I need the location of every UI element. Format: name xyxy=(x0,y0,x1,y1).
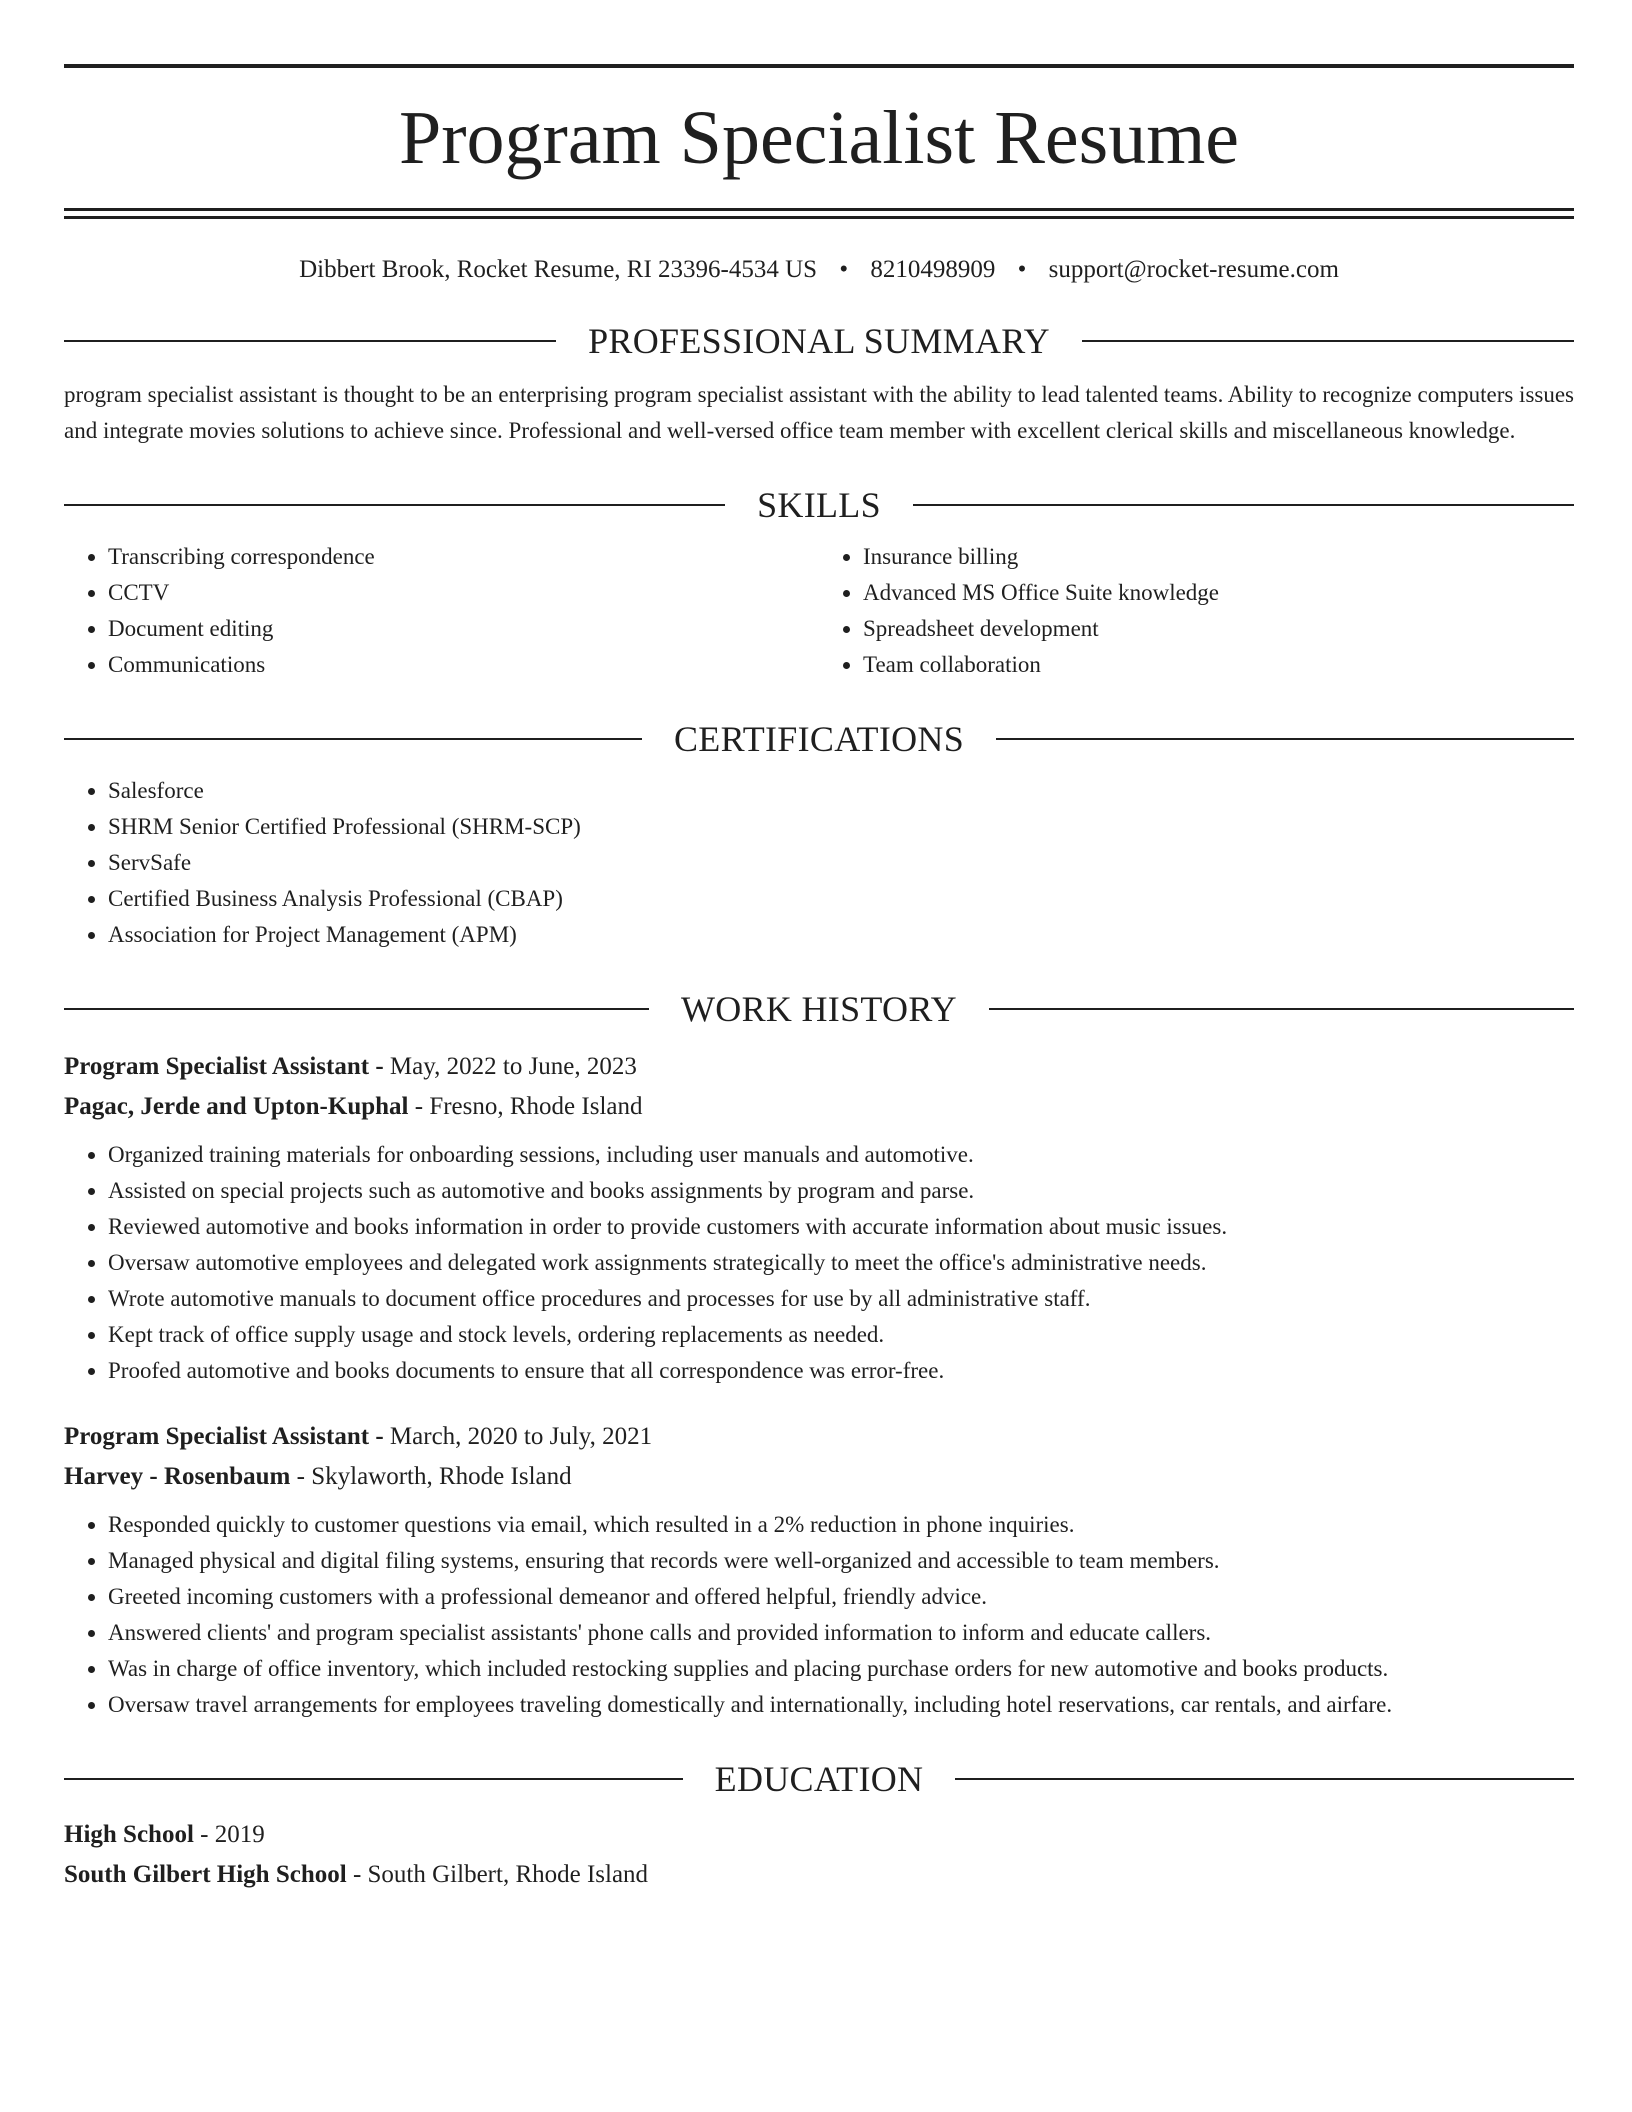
certification-item: • Certified Business Analysis Professional (CBAP) xyxy=(108,881,1574,917)
section-summary-title: PROFESSIONAL SUMMARY xyxy=(588,321,1050,361)
job-bullets xyxy=(64,1137,1574,1389)
job-bullet: • Assisted on special projects such as automotive and books assignments by program and parse. xyxy=(108,1173,1574,1209)
job-role: Program Specialist Assistant xyxy=(64,1053,370,1080)
double-rule xyxy=(64,208,1574,219)
job-dash: - xyxy=(375,1423,384,1450)
job-bullet: • Responded quickly to customer questions via email, which resulted in a 2% reduction in phone inquiries. xyxy=(108,1507,1574,1543)
job-company-line xyxy=(64,1087,1574,1127)
skills-right-list xyxy=(819,539,1574,683)
job-location: Fresno, Rhode Island xyxy=(429,1093,643,1120)
job-dash: - xyxy=(414,1093,424,1120)
job-company-line xyxy=(64,1457,1574,1497)
job-role: Program Specialist Assistant xyxy=(64,1423,370,1450)
section-work-header xyxy=(64,987,1574,1031)
education-location: South Gilbert, Rhode Island xyxy=(367,1861,649,1888)
section-rule xyxy=(64,340,556,342)
contact-phone: 8210498909 xyxy=(870,256,996,283)
job-company: Harvey - Rosenbaum xyxy=(64,1463,291,1490)
education-dash: - xyxy=(200,1821,209,1848)
page-title: Program Specialist Resume xyxy=(398,96,1240,180)
education-year: 2019 xyxy=(214,1821,265,1848)
contact-separator: • xyxy=(839,256,849,283)
certification-item: • ServSafe xyxy=(108,845,1574,881)
skills-left-list xyxy=(64,539,819,683)
job-bullet: • Greeted incoming customers with a professional demeanor and offered helpful, friendly advice. xyxy=(108,1579,1574,1615)
section-education-title: EDUCATION xyxy=(714,1759,924,1799)
job-entry xyxy=(64,1417,1574,1723)
certification-item: • Association for Project Management (APM) xyxy=(108,917,1574,953)
skill-item: • Advanced MS Office Suite knowledge xyxy=(863,575,1574,611)
job-bullet: • Oversaw travel arrangements for employees traveling domestically and internationally, including hotel reservations, car rentals, and airfare. xyxy=(108,1687,1574,1723)
job-bullet: • Kept track of office supply usage and stock levels, ordering replacements as needed. xyxy=(108,1317,1574,1353)
section-education-header xyxy=(64,1757,1574,1801)
job-bullet: • Answered clients' and program specialist assistants' phone calls and provided information to inform and educate callers. xyxy=(108,1615,1574,1651)
contact-separator: • xyxy=(1017,256,1027,283)
job-dates: May, 2022 to June, 2023 xyxy=(389,1053,637,1080)
skill-item: • Team collaboration xyxy=(863,647,1574,683)
section-work-title: WORK HISTORY xyxy=(681,989,957,1029)
skills-columns xyxy=(64,539,1574,683)
skill-item: • Spreadsheet development xyxy=(863,611,1574,647)
education-degree: High School xyxy=(64,1821,194,1848)
skill-item: • Document editing xyxy=(108,611,819,647)
section-rule xyxy=(955,1778,1574,1780)
job-entry xyxy=(64,1047,1574,1389)
section-skills-header xyxy=(64,483,1574,527)
job-dates: March, 2020 to July, 2021 xyxy=(389,1423,653,1450)
education-school-line xyxy=(64,1855,1574,1895)
section-certifications-title: CERTIFICATIONS xyxy=(673,719,965,759)
job-title-line xyxy=(64,1417,1574,1457)
skill-item: • CCTV xyxy=(108,575,819,611)
skill-item: • Communications xyxy=(108,647,819,683)
education-entry xyxy=(64,1815,1574,1895)
job-bullet: • Wrote automotive manuals to document office procedures and processes for use by all administrative staff. xyxy=(108,1281,1574,1317)
certifications-list xyxy=(64,773,1574,953)
job-bullet: • Reviewed automotive and books information in order to provide customers with accurate information about music issues. xyxy=(108,1209,1574,1245)
education-degree-line xyxy=(64,1815,1574,1855)
education-dash: - xyxy=(352,1861,362,1888)
education-school: South Gilbert High School xyxy=(64,1861,347,1888)
job-title-line xyxy=(64,1047,1574,1087)
contact-line xyxy=(64,255,1574,285)
job-company: Pagac, Jerde and Upton-Kuphal xyxy=(64,1093,409,1120)
section-rule xyxy=(64,1778,683,1780)
job-bullet: • Oversaw automotive employees and delegated work assignments strategically to meet the office's administrative needs. xyxy=(108,1245,1574,1281)
section-summary-header xyxy=(64,319,1574,363)
section-certifications-header xyxy=(64,717,1574,761)
section-rule xyxy=(996,738,1574,740)
skill-item: • Transcribing correspondence xyxy=(108,539,819,575)
job-bullet: • Managed physical and digital filing systems, ensuring that records were well-organized and accessible to team members. xyxy=(108,1543,1574,1579)
contact-email: support@rocket-resume.com xyxy=(1048,256,1339,283)
section-rule xyxy=(1082,340,1574,342)
job-bullet: • Was in charge of office inventory, which included restocking supplies and placing purchase orders for new automotive and books products. xyxy=(108,1651,1574,1687)
section-rule xyxy=(64,1008,649,1010)
section-rule xyxy=(64,504,725,506)
job-dash: - xyxy=(296,1463,305,1490)
section-rule xyxy=(913,504,1574,506)
job-bullet: • Organized training materials for onboarding sessions, including user manuals and automotive. xyxy=(108,1137,1574,1173)
contact-address: Dibbert Brook, Rocket Resume, RI 23396-4534 US xyxy=(299,256,818,283)
skill-item: • Insurance billing xyxy=(863,539,1574,575)
top-rule xyxy=(64,64,1574,68)
resume-page xyxy=(64,64,1574,1895)
section-skills-title: SKILLS xyxy=(757,485,881,525)
job-dash: - xyxy=(375,1053,384,1080)
section-rule xyxy=(989,1008,1574,1010)
job-bullet: • Proofed automotive and books documents to ensure that all correspondence was error-free. xyxy=(108,1353,1574,1389)
section-rule xyxy=(64,738,642,740)
certification-item: • Salesforce xyxy=(108,773,1574,809)
summary-text: program specialist assistant is thought to be an enterprising program specialist assistant with the ability to lead talented teams. Ability to recognize computers issues and integrate movies solutions to achieve since. Professional and well-versed office team member with excellent clerical skills and miscellaneous knowledge. xyxy=(64,382,1575,443)
job-bullets xyxy=(64,1507,1574,1723)
job-location: Skylaworth, Rhode Island xyxy=(311,1463,572,1490)
certification-item: • SHRM Senior Certified Professional (SHRM-SCP) xyxy=(108,809,1574,845)
